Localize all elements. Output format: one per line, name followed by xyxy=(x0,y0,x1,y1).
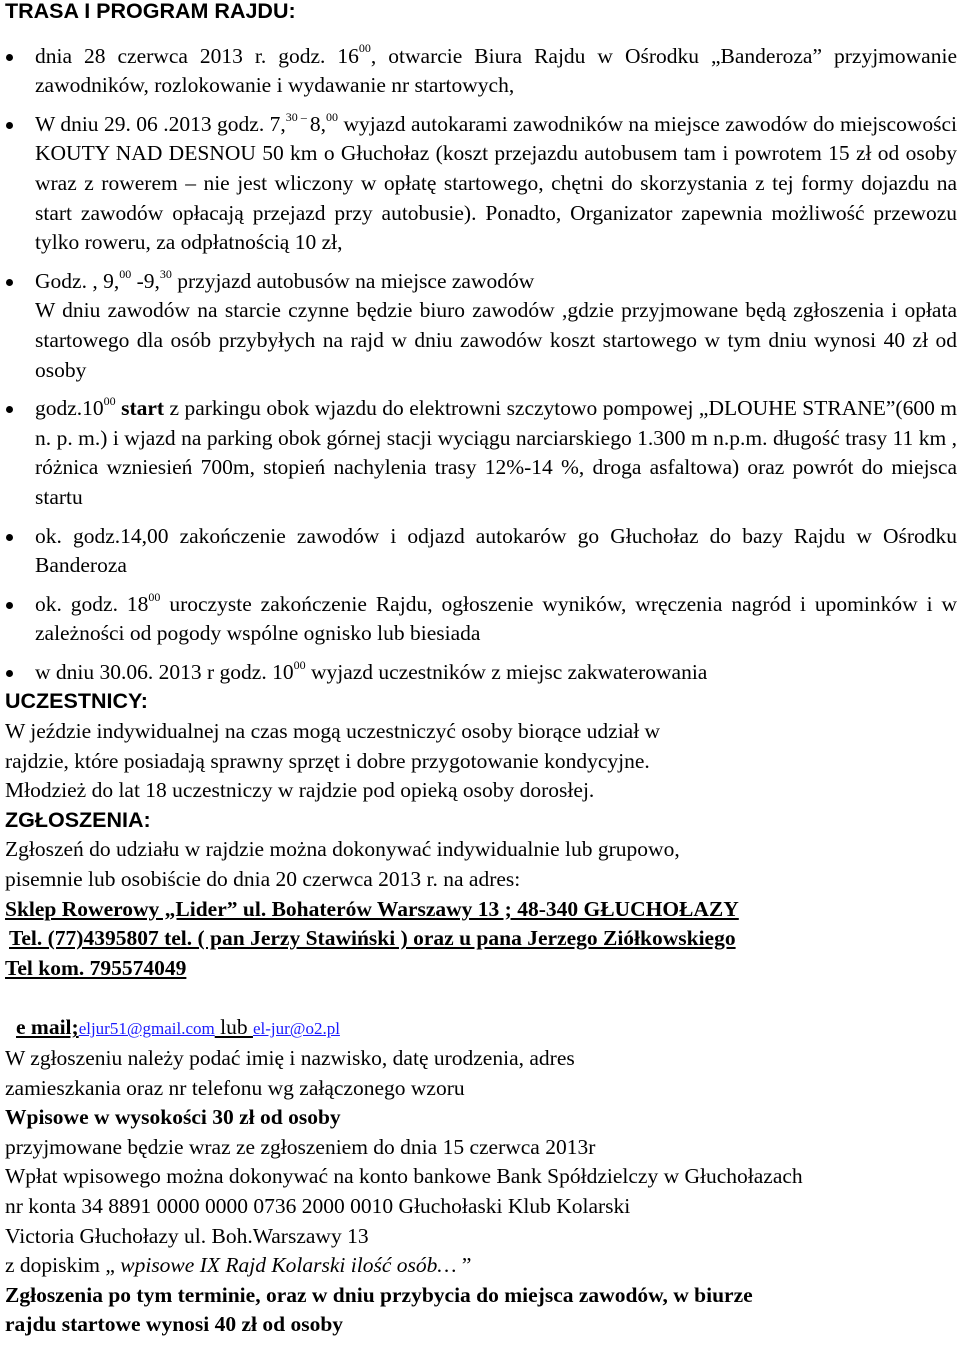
program-item xyxy=(35,658,957,688)
item-text: dnia 28 czerwca 2013 r. godz. 16 xyxy=(35,43,359,68)
item-text: wyjazd uczestników z miejsc zakwaterowania xyxy=(305,659,708,684)
item-text: przyjazd autobusów na miejsce zawodów xyxy=(171,268,535,293)
superscript: 00 xyxy=(148,589,161,604)
text-line: Zgłoszeń do udziału w rajdzie można dokonywać indywidualnie lub grupowo, xyxy=(5,837,680,862)
late-entry-note: Zgłoszenia po tym terminie, oraz w dniu przybycia do miejsca zawodów, w biurze xyxy=(5,1282,753,1307)
item-text-bold: start xyxy=(115,396,165,421)
phone-line: Tel. (77)4395807 tel. ( pan Jerzy Stawiński ) oraz u pana Jerzego Ziółkowskiego xyxy=(9,926,736,951)
superscript: 00 xyxy=(293,657,306,672)
bullet-icon xyxy=(6,670,13,677)
email-label: e mail; xyxy=(16,1015,79,1040)
bullet-icon xyxy=(6,122,13,129)
text-line: W jeździe indywidualnej na czas mogą uczestniczyć osoby biorące udział w xyxy=(5,719,661,744)
text-line: przyjmowane będzie wraz ze zgłoszeniem do dnia 15 czerwca 2013r xyxy=(5,1134,596,1159)
document-page xyxy=(5,0,957,1340)
item-text: w dniu 30.06. 2013 r godz. 10 xyxy=(35,659,294,684)
item-text: uroczyste zakończenie Rajdu, ogłoszenie wyników, wręczenia nagród i upominków i w zależności od pogody wspólne ognisko lub biesiada xyxy=(35,591,958,646)
item-text: wyjazd autokarami zawodników na miejsce zawodów do miejscowości KOUTY NAD DESNOU 50 km o Głuchołaz (koszt przejazdu autobusem tam i powrotem 15 zł od osoby wraz z rowerem – nie jest wliczony w opłatę startowego, chętni do skorzystania z tej formy dojazdu na start zawodów opłacają przejazd przy autobusie). Ponadto, Organizator zapewnia możliwość przewozu tylko roweru, za odpłatnością 10 zł, xyxy=(35,111,958,255)
item-text: -9, xyxy=(131,268,160,293)
heading-trasa: TRASA I PROGRAM RAJDU: xyxy=(5,0,296,23)
late-entry-fee: rajdu startowe wynosi 40 zł od osoby xyxy=(5,1312,344,1337)
text-line: rajdzie, które posiadają sprawny sprzęt i dobre przygotowanie kondycyjne. xyxy=(5,748,650,773)
email-line xyxy=(5,1013,957,1044)
note-text: z dopiskim „ xyxy=(5,1253,121,1278)
superscript: 00 xyxy=(358,41,371,56)
bullet-icon xyxy=(6,406,13,413)
item-text: W dniu 29. 06 .2013 godz. 7, xyxy=(35,111,286,136)
item-text: W dniu zawodów na starcie czynne będzie biuro zawodów ,gdzie przyjmowane będą zgłoszenia i opłata startowego dla osób przybyłych na rajd w dniu zawodów koszt startowego w tym dniu wynosi 40 zł od osoby xyxy=(35,298,957,382)
program-list xyxy=(5,42,957,688)
superscript: 30 xyxy=(159,266,172,281)
text-line: pisemnie lub osobiście do dnia 20 czerwca 2013 r. na adres: xyxy=(5,867,521,892)
item-text: 8, xyxy=(309,111,327,136)
email-separator: lub xyxy=(214,1015,253,1040)
item-text: z parkingu obok wjazdu do elektrowni szczytowo pompowej „DLOUHE STRANE”(600 m n. p. m.) i wjazd na parking obok górnej stacji wyciągu narciarskiego 1.300 m n.p.m. długość trasy 11 km , różnica wzniesień 700m, stopień nachylenia trasy 12%-14 %, droga asfaltowa) oraz powrót do miejsca startu xyxy=(35,396,957,509)
note-text: ” xyxy=(461,1253,472,1278)
note-italic: wpisowe IX Rajd Kolarski ilość osób… xyxy=(120,1253,462,1278)
heading-uczestnicy: UCZESTNICY: xyxy=(5,689,148,714)
shop-address: Sklep Rowerowy „Lider” ul. Bohaterów Warszawy 13 ; 48-340 GŁUCHOŁAZY xyxy=(5,896,739,921)
superscript: 00 xyxy=(103,393,116,408)
superscript-dash: – xyxy=(297,109,310,124)
mobile-phone: Tel kom. 795574049 xyxy=(5,955,187,980)
program-item xyxy=(35,394,957,512)
bullet-icon xyxy=(6,602,13,609)
bank-account: nr konta 34 8891 0000 0000 0736 2000 0010 Głuchołaski Klub Kolarski xyxy=(5,1193,631,1218)
text-line: Młodzież do lat 18 uczestniczy w rajdzie pod opieką osoby dorosłej. xyxy=(5,778,595,803)
program-item xyxy=(35,267,957,385)
program-item xyxy=(35,522,957,581)
program-item xyxy=(35,110,957,258)
text-line: Wpłat wpisowego można dokonywać na konto bankowe Bank Spółdzielczy w Głuchołazach xyxy=(5,1164,803,1189)
program-item xyxy=(35,590,957,649)
transfer-note xyxy=(5,1251,957,1281)
item-text: godz.10 xyxy=(35,396,104,421)
superscript: 00 xyxy=(119,266,132,281)
item-text: Godz. , 9, xyxy=(35,268,120,293)
bullet-icon xyxy=(6,534,13,541)
bullet-icon xyxy=(6,54,13,61)
email-link-2[interactable]: el-jur@o2.pl xyxy=(252,1019,340,1039)
item-text: ok. godz.14,00 zakończenie zawodów i odjazd autokarów go Głuchołaz do bazy Rajdu w Ośrodku Banderoza xyxy=(35,523,957,578)
text-line: W zgłoszeniu należy podać imię i nazwisko, datę urodzenia, adres xyxy=(5,1046,575,1070)
superscript: 00 xyxy=(326,109,339,124)
text-line: Victoria Głuchołazy ul. Boh.Warszawy 13 xyxy=(5,1223,369,1248)
heading-zgloszenia: ZGŁOSZENIA: xyxy=(5,807,151,832)
spacer xyxy=(5,983,957,1013)
email-link-1[interactable]: eljur51@gmail.com xyxy=(78,1019,215,1039)
superscript: 30 xyxy=(285,109,298,124)
item-text: , otwarcie Biura Rajdu w Ośrodku „Banderoza” przyjmowanie zawodników, rozlokowanie i wydawanie nr startowych, xyxy=(35,43,957,98)
program-item xyxy=(35,42,957,101)
item-text: ok. godz. 18 xyxy=(35,591,149,616)
bullet-icon xyxy=(6,279,13,286)
text-line: zamieszkania oraz nr telefonu wg załączonego wzoru xyxy=(5,1075,465,1100)
entry-fee: Wpisowe w wysokości 30 zł od osoby xyxy=(5,1105,341,1130)
